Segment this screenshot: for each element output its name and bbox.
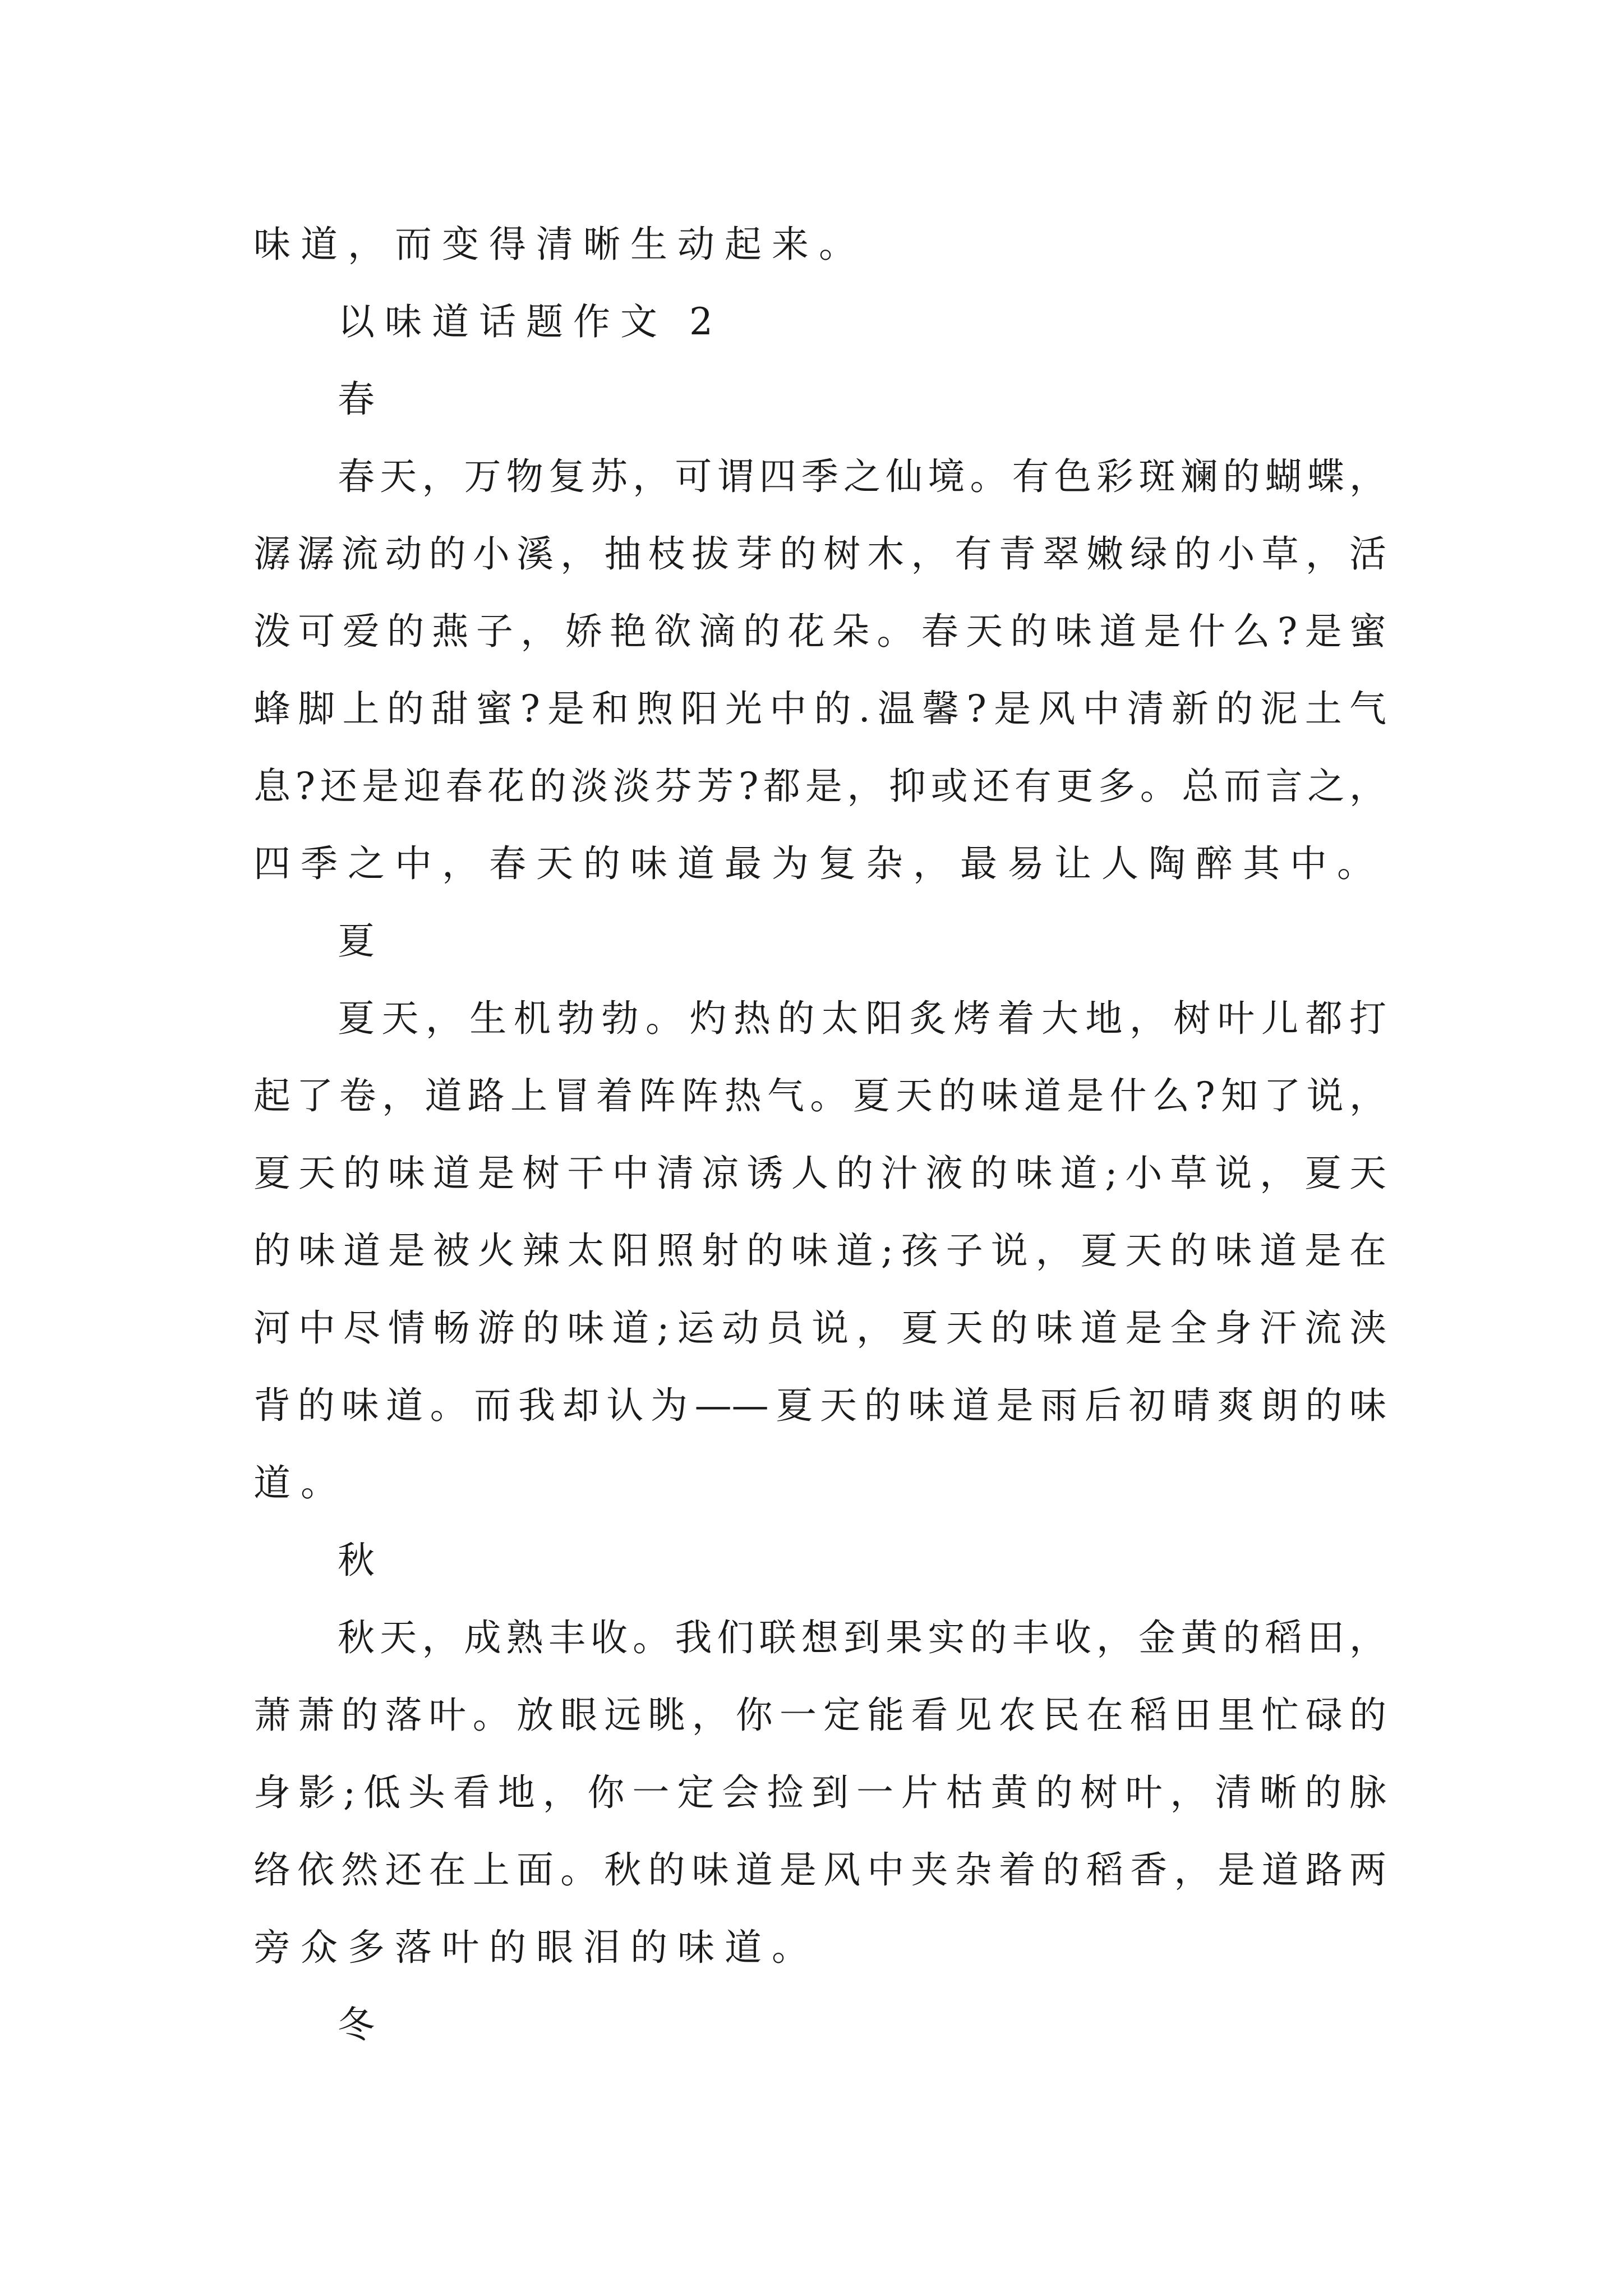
text-line: 萧萧的落叶。放眼远眺，你一定能看见农民在稻田里忙碌的 <box>253 1694 1386 1737</box>
text-line: 味道，而变得清晰生动起来。 <box>253 223 866 266</box>
text-line: 的味道是被火辣太阳照射的味道;孩子说，夏天的味道是在 <box>253 1229 1386 1272</box>
text-line: 旁众多落叶的眼泪的味道。 <box>253 1926 819 1969</box>
text-line: 泼可爱的燕子，娇艳欲滴的花朵。春天的味道是什么?是蜜 <box>253 610 1386 653</box>
text-line: 蜂脚上的甜蜜?是和煦阳光中的.温馨?是风中清新的泥土气 <box>253 687 1386 730</box>
text-line: 河中尽情畅游的味道;运动员说，夏天的味道是全身汗流浃 <box>253 1306 1386 1350</box>
text-line: 春天，万物复苏，可谓四季之仙境。有色彩斑斓的蝴蝶， <box>338 455 1386 498</box>
text-line: 身影;低头看地，你一定会捡到一片枯黄的树叶，清晰的脉 <box>253 1771 1386 1814</box>
text-line: 夏天，生机勃勃。灼热的太阳炙烤着大地，树叶儿都打 <box>338 997 1386 1040</box>
section-title: 以味道话题作文 2 <box>338 300 723 343</box>
season-heading-autumn: 秋 <box>338 1539 385 1582</box>
season-heading-summer: 夏 <box>338 919 385 963</box>
text-line: 秋天，成熟丰收。我们联想到果实的丰收，金黄的稻田， <box>338 1616 1386 1659</box>
text-line: 道。 <box>253 1461 348 1504</box>
text-line: 潺潺流动的小溪，抽枝拔芽的树木，有青翠嫩绿的小草，活 <box>253 532 1386 576</box>
text-line: 夏天的味道是树干中清凉诱人的汁液的味道;小草说，夏天 <box>253 1152 1386 1195</box>
text-line: 起了卷，道路上冒着阵阵热气。夏天的味道是什么?知了说， <box>253 1074 1386 1117</box>
season-heading-spring: 春 <box>338 378 385 421</box>
text-line: 背的味道。而我却认为——夏天的味道是雨后初晴爽朗的味 <box>253 1384 1386 1427</box>
text-line: 息?还是迎春花的淡淡芬芳?都是，抑或还有更多。总而言之， <box>253 765 1386 808</box>
season-heading-winter: 冬 <box>338 2003 385 2046</box>
text-line: 络依然还在上面。秋的味道是风中夹杂着的稻香，是道路两 <box>253 1848 1386 1892</box>
text-line: 四季之中，春天的味道最为复杂，最易让人陶醉其中。 <box>253 842 1384 885</box>
